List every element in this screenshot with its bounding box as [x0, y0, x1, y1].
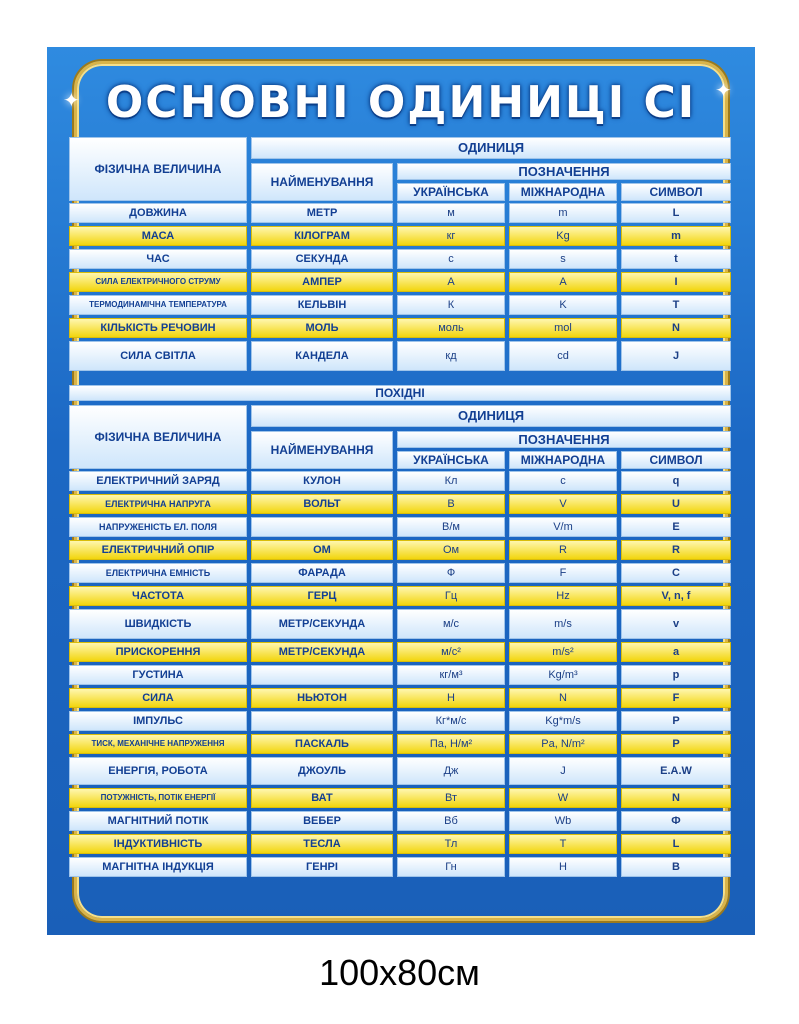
- row-ukrainian: м/с²: [397, 642, 505, 662]
- row-symbol: N: [621, 318, 731, 338]
- row-quantity: ЕЛЕКТРИЧНИЙ ОПІР: [69, 540, 247, 560]
- row-quantity: МАСА: [69, 226, 247, 246]
- row-ukrainian: В/м: [397, 517, 505, 537]
- row-unit-name: КІЛОГРАМ: [251, 226, 393, 246]
- row-quantity: ЕЛЕКТРИЧНА ЕМНІСТЬ: [69, 563, 247, 583]
- row-international: N: [509, 688, 617, 708]
- row-quantity: НАПРУЖЕНІСТЬ ЕЛ. ПОЛЯ: [69, 517, 247, 537]
- row-symbol: F: [621, 688, 731, 708]
- row-ukrainian: Ф: [397, 563, 505, 583]
- header-symbol: СИМВОЛ: [621, 451, 731, 469]
- row-ukrainian: Вт: [397, 788, 505, 808]
- header-quantity: ФІЗИЧНА ВЕЛИЧИНА: [69, 137, 247, 201]
- row-symbol: v: [621, 609, 731, 639]
- row-symbol: B: [621, 857, 731, 877]
- row-international: m/s: [509, 609, 617, 639]
- row-ukrainian: моль: [397, 318, 505, 338]
- row-quantity: СИЛА: [69, 688, 247, 708]
- row-ukrainian: кг/м³: [397, 665, 505, 685]
- row-symbol: L: [621, 834, 731, 854]
- header-name: НАЙМЕНУВАННЯ: [251, 163, 393, 201]
- row-quantity: ДОВЖИНА: [69, 203, 247, 223]
- row-quantity: ТЕРМОДИНАМІЧНА ТЕМПЕРАТУРА: [69, 295, 247, 315]
- row-quantity: СИЛА ЕЛЕКТРИЧНОГО СТРУМУ: [69, 272, 247, 292]
- row-unit-name: ГЕНРІ: [251, 857, 393, 877]
- row-ukrainian: Н: [397, 688, 505, 708]
- row-international: J: [509, 757, 617, 785]
- row-unit-name: АМПЕР: [251, 272, 393, 292]
- row-quantity: ЧАСТОТА: [69, 586, 247, 606]
- row-symbol: q: [621, 471, 731, 491]
- row-unit-name: МОЛЬ: [251, 318, 393, 338]
- row-quantity: ІМПУЛЬС: [69, 711, 247, 731]
- row-unit-name: ФАРАДА: [251, 563, 393, 583]
- row-international: H: [509, 857, 617, 877]
- row-international: c: [509, 471, 617, 491]
- row-quantity: ГУСТИНА: [69, 665, 247, 685]
- row-quantity: МАГНІТНИЙ ПОТІК: [69, 811, 247, 831]
- row-symbol: U: [621, 494, 731, 514]
- row-quantity: ЧАС: [69, 249, 247, 269]
- row-symbol: Ф: [621, 811, 731, 831]
- row-unit-name: ВОЛЬТ: [251, 494, 393, 514]
- row-symbol: T: [621, 295, 731, 315]
- row-international: R: [509, 540, 617, 560]
- row-quantity: МАГНІТНА ІНДУКЦІЯ: [69, 857, 247, 877]
- row-unit-name: КЕЛЬВІН: [251, 295, 393, 315]
- row-unit-name: ОМ: [251, 540, 393, 560]
- row-ukrainian: Кл: [397, 471, 505, 491]
- row-unit-name: ДЖОУЛЬ: [251, 757, 393, 785]
- row-international: Hz: [509, 586, 617, 606]
- row-symbol: P: [621, 711, 731, 731]
- row-ukrainian: Дж: [397, 757, 505, 785]
- row-quantity: ПРИСКОРЕННЯ: [69, 642, 247, 662]
- header-quantity: ФІЗИЧНА ВЕЛИЧИНА: [69, 405, 247, 469]
- header-ukrainian: УКРАЇНСЬКА: [397, 183, 505, 201]
- header-international: МІЖНАРОДНА: [509, 451, 617, 469]
- row-ukrainian: Гц: [397, 586, 505, 606]
- sparkle-icon: ✦: [715, 80, 732, 102]
- row-ukrainian: В: [397, 494, 505, 514]
- row-symbol: J: [621, 341, 731, 371]
- row-unit-name: ГЕРЦ: [251, 586, 393, 606]
- header-ukrainian: УКРАЇНСЬКА: [397, 451, 505, 469]
- row-symbol: m: [621, 226, 731, 246]
- row-international: Kg/m³: [509, 665, 617, 685]
- row-unit-name: ПАСКАЛЬ: [251, 734, 393, 754]
- row-quantity: ЕЛЕКТРИЧНИЙ ЗАРЯД: [69, 471, 247, 491]
- poster-title: ОСНОВНІ ОДИНИЦІ СІ: [105, 77, 697, 128]
- row-ukrainian: Кг*м/с: [397, 711, 505, 731]
- row-ukrainian: кд: [397, 341, 505, 371]
- row-quantity: ЕНЕРГІЯ, РОБОТА: [69, 757, 247, 785]
- row-quantity: ЕЛЕКТРИЧНА НАПРУГА: [69, 494, 247, 514]
- row-symbol: N: [621, 788, 731, 808]
- row-international: Kg*m/s: [509, 711, 617, 731]
- row-international: W: [509, 788, 617, 808]
- row-international: V: [509, 494, 617, 514]
- row-international: mol: [509, 318, 617, 338]
- row-ukrainian: кг: [397, 226, 505, 246]
- row-ukrainian: м: [397, 203, 505, 223]
- row-unit-name: ВЕБЕР: [251, 811, 393, 831]
- row-international: V/m: [509, 517, 617, 537]
- row-international: cd: [509, 341, 617, 371]
- row-ukrainian: Вб: [397, 811, 505, 831]
- row-quantity: ШВИДКІСТЬ: [69, 609, 247, 639]
- row-ukrainian: с: [397, 249, 505, 269]
- row-international: s: [509, 249, 617, 269]
- sparkle-icon: ✦: [63, 90, 80, 112]
- row-symbol: L: [621, 203, 731, 223]
- row-quantity: КІЛЬКІСТЬ РЕЧОВИН: [69, 318, 247, 338]
- row-ukrainian: Па, Н/м²: [397, 734, 505, 754]
- row-unit-name: КУЛОН: [251, 471, 393, 491]
- row-symbol: E.A.W: [621, 757, 731, 785]
- row-unit-name: МЕТР: [251, 203, 393, 223]
- row-quantity: ІНДУКТИВНІСТЬ: [69, 834, 247, 854]
- row-international: m/s²: [509, 642, 617, 662]
- row-symbol: C: [621, 563, 731, 583]
- row-international: Kg: [509, 226, 617, 246]
- header-designation: ПОЗНАЧЕННЯ: [397, 163, 731, 180]
- row-quantity: ПОТУЖНІСТЬ, ПОТІК ЕНЕРГІЇ: [69, 788, 247, 808]
- row-unit-name: [251, 665, 393, 685]
- row-symbol: t: [621, 249, 731, 269]
- row-symbol: a: [621, 642, 731, 662]
- row-ukrainian: Гн: [397, 857, 505, 877]
- header-unit: ОДИНИЦЯ: [251, 405, 731, 427]
- row-ukrainian: м/с: [397, 609, 505, 639]
- row-unit-name: ВАТ: [251, 788, 393, 808]
- row-international: K: [509, 295, 617, 315]
- header-international: МІЖНАРОДНА: [509, 183, 617, 201]
- row-ukrainian: Тл: [397, 834, 505, 854]
- row-international: Wb: [509, 811, 617, 831]
- poster: [47, 47, 755, 935]
- row-symbol: P: [621, 734, 731, 754]
- derived-section-title: ПОХІДНІ: [69, 385, 731, 401]
- row-symbol: I: [621, 272, 731, 292]
- header-symbol: СИМВОЛ: [621, 183, 731, 201]
- row-international: T: [509, 834, 617, 854]
- row-unit-name: НЬЮТОН: [251, 688, 393, 708]
- row-international: A: [509, 272, 617, 292]
- row-ukrainian: К: [397, 295, 505, 315]
- header-name: НАЙМЕНУВАННЯ: [251, 431, 393, 469]
- size-caption: 100х80см: [319, 952, 480, 993]
- row-international: Pa, N/m²: [509, 734, 617, 754]
- row-ukrainian: Ом: [397, 540, 505, 560]
- row-symbol: R: [621, 540, 731, 560]
- row-unit-name: МЕТР/СЕКУНДА: [251, 642, 393, 662]
- row-symbol: E: [621, 517, 731, 537]
- row-unit-name: МЕТР/СЕКУНДА: [251, 609, 393, 639]
- row-ukrainian: А: [397, 272, 505, 292]
- row-quantity: ТИСК, МЕХАНІЧНЕ НАПРУЖЕННЯ: [69, 734, 247, 754]
- row-international: F: [509, 563, 617, 583]
- header-unit: ОДИНИЦЯ: [251, 137, 731, 159]
- header-designation: ПОЗНАЧЕННЯ: [397, 431, 731, 448]
- row-unit-name: [251, 517, 393, 537]
- row-quantity: СИЛА СВІТЛА: [69, 341, 247, 371]
- row-symbol: V, n, f: [621, 586, 731, 606]
- row-symbol: p: [621, 665, 731, 685]
- row-unit-name: ТЕСЛА: [251, 834, 393, 854]
- row-international: m: [509, 203, 617, 223]
- row-unit-name: СЕКУНДА: [251, 249, 393, 269]
- row-unit-name: [251, 711, 393, 731]
- row-unit-name: КАНДЕЛА: [251, 341, 393, 371]
